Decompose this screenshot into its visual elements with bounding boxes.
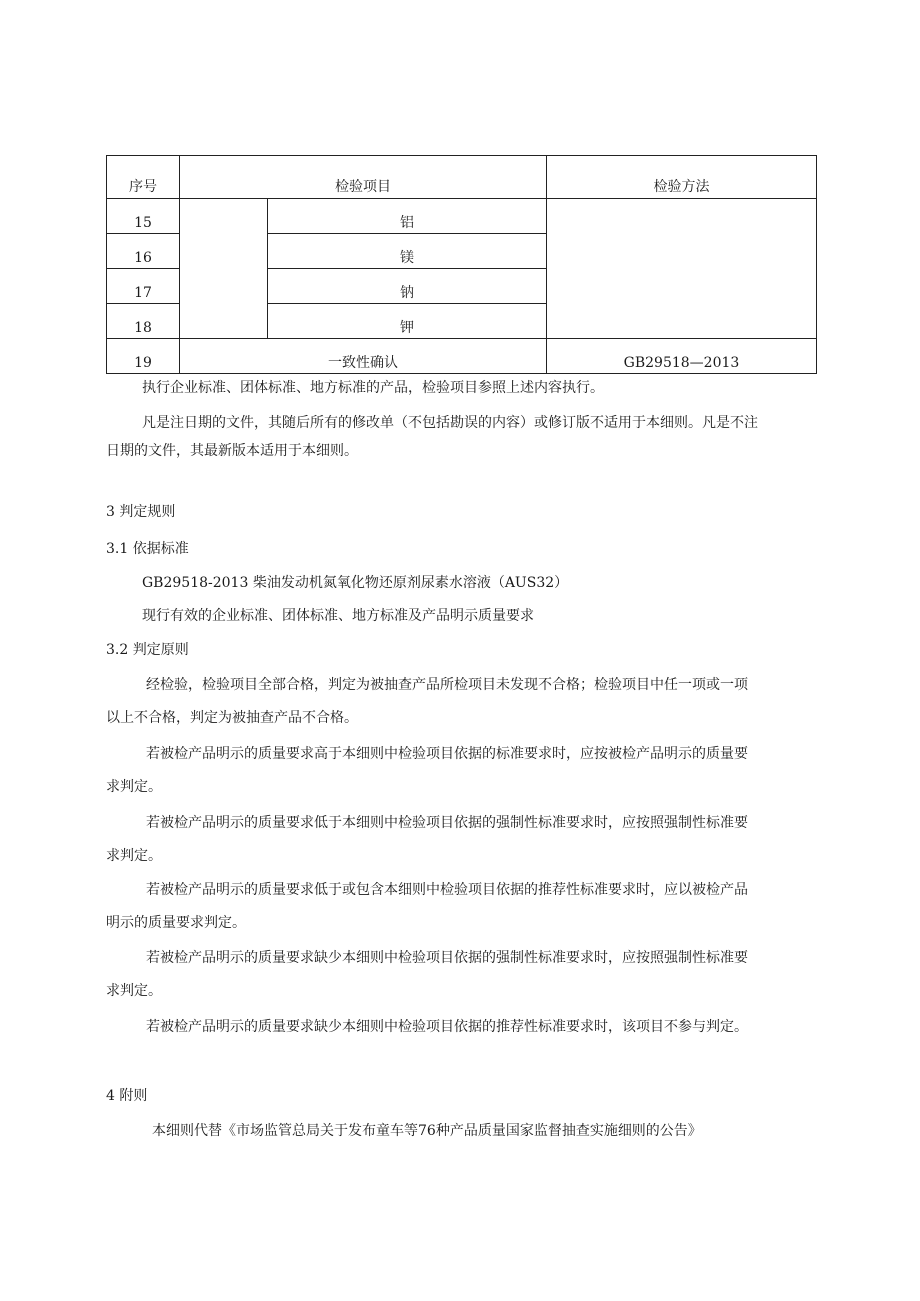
row-seq: 19 — [107, 339, 180, 374]
rule-paragraph: 以上不合格，判定为被抽查产品不合格。 — [106, 710, 358, 726]
standard-item: GB29518-2013 柴油发动机氮氧化物还原剂尿素水溶液（AUS32） — [142, 575, 569, 591]
note-paragraph: 执行企业标准、团体标准、地方标准的产品，检验项目参照上述内容执行。 — [142, 380, 604, 396]
section-heading: 4 附则 — [106, 1088, 148, 1104]
rule-paragraph: 若被检产品明示的质量要求缺少本细则中检验项目依据的推荐性标准要求时，该项目不参与判定。 — [146, 1019, 748, 1035]
subsection-heading: 3.1 依据标准 — [106, 541, 189, 557]
rule-paragraph: 若被检产品明示的质量要求缺少本细则中检验项目依据的强制性标准要求时，应按照强制性标准要 — [146, 950, 748, 966]
inspection-table — [106, 155, 817, 374]
subsection-heading: 3.2 判定原则 — [106, 642, 189, 658]
note-paragraph: 日期的文件，其最新版本适用于本细则。 — [106, 443, 358, 459]
standard-item: 现行有效的企业标准、团体标准、地方标准及产品明示质量要求 — [142, 608, 534, 624]
table-header-row — [107, 156, 817, 199]
rule-paragraph: 若被检产品明示的质量要求低于本细则中检验项目依据的强制性标准要求时，应按照强制性标准要 — [146, 815, 748, 831]
row-method: GB29518—2013 — [547, 339, 817, 374]
header-method: 检验方法 — [547, 156, 817, 199]
rule-paragraph: 明示的质量要求判定。 — [106, 915, 246, 931]
rule-paragraph: 经检验，检验项目全部合格，判定为被抽查产品所检项目未发现不合格；检验项目中任一项或一项 — [146, 677, 748, 693]
rule-paragraph: 求判定。 — [106, 848, 162, 864]
table-row — [107, 339, 817, 374]
note-paragraph: 凡是注日期的文件，其随后所有的修改单（不包括勘误的内容）或修订版不适用于本细则。凡是不注 — [142, 415, 758, 431]
method-merged-cell — [547, 199, 817, 339]
appendix-paragraph: 本细则代替《市场监管总局关于发布童车等76种产品质量国家监督抽查实施细则的公告》 — [152, 1123, 702, 1139]
header-seq: 序号 — [107, 156, 180, 199]
section-heading: 3 判定规则 — [106, 504, 176, 520]
row-item: 钾 — [268, 304, 547, 339]
header-item: 检验项目 — [180, 156, 547, 199]
rule-paragraph: 若被检产品明示的质量要求低于或包含本细则中检验项目依据的推荐性标准要求时，应以被检产品 — [146, 882, 748, 898]
table-row — [107, 199, 817, 234]
row-seq: 15 — [107, 199, 180, 234]
row-seq: 17 — [107, 269, 180, 304]
row-seq: 18 — [107, 304, 180, 339]
item-group-cell — [180, 199, 268, 339]
rule-paragraph: 求判定。 — [106, 983, 162, 999]
rule-paragraph: 求判定。 — [106, 779, 162, 795]
rule-paragraph: 若被检产品明示的质量要求高于本细则中检验项目依据的标准要求时，应按被检产品明示的质量要 — [146, 746, 748, 762]
row-item: 镁 — [268, 234, 547, 269]
row-item: 一致性确认 — [180, 339, 547, 374]
row-item: 铝 — [268, 199, 547, 234]
row-item: 钠 — [268, 269, 547, 304]
row-seq: 16 — [107, 234, 180, 269]
